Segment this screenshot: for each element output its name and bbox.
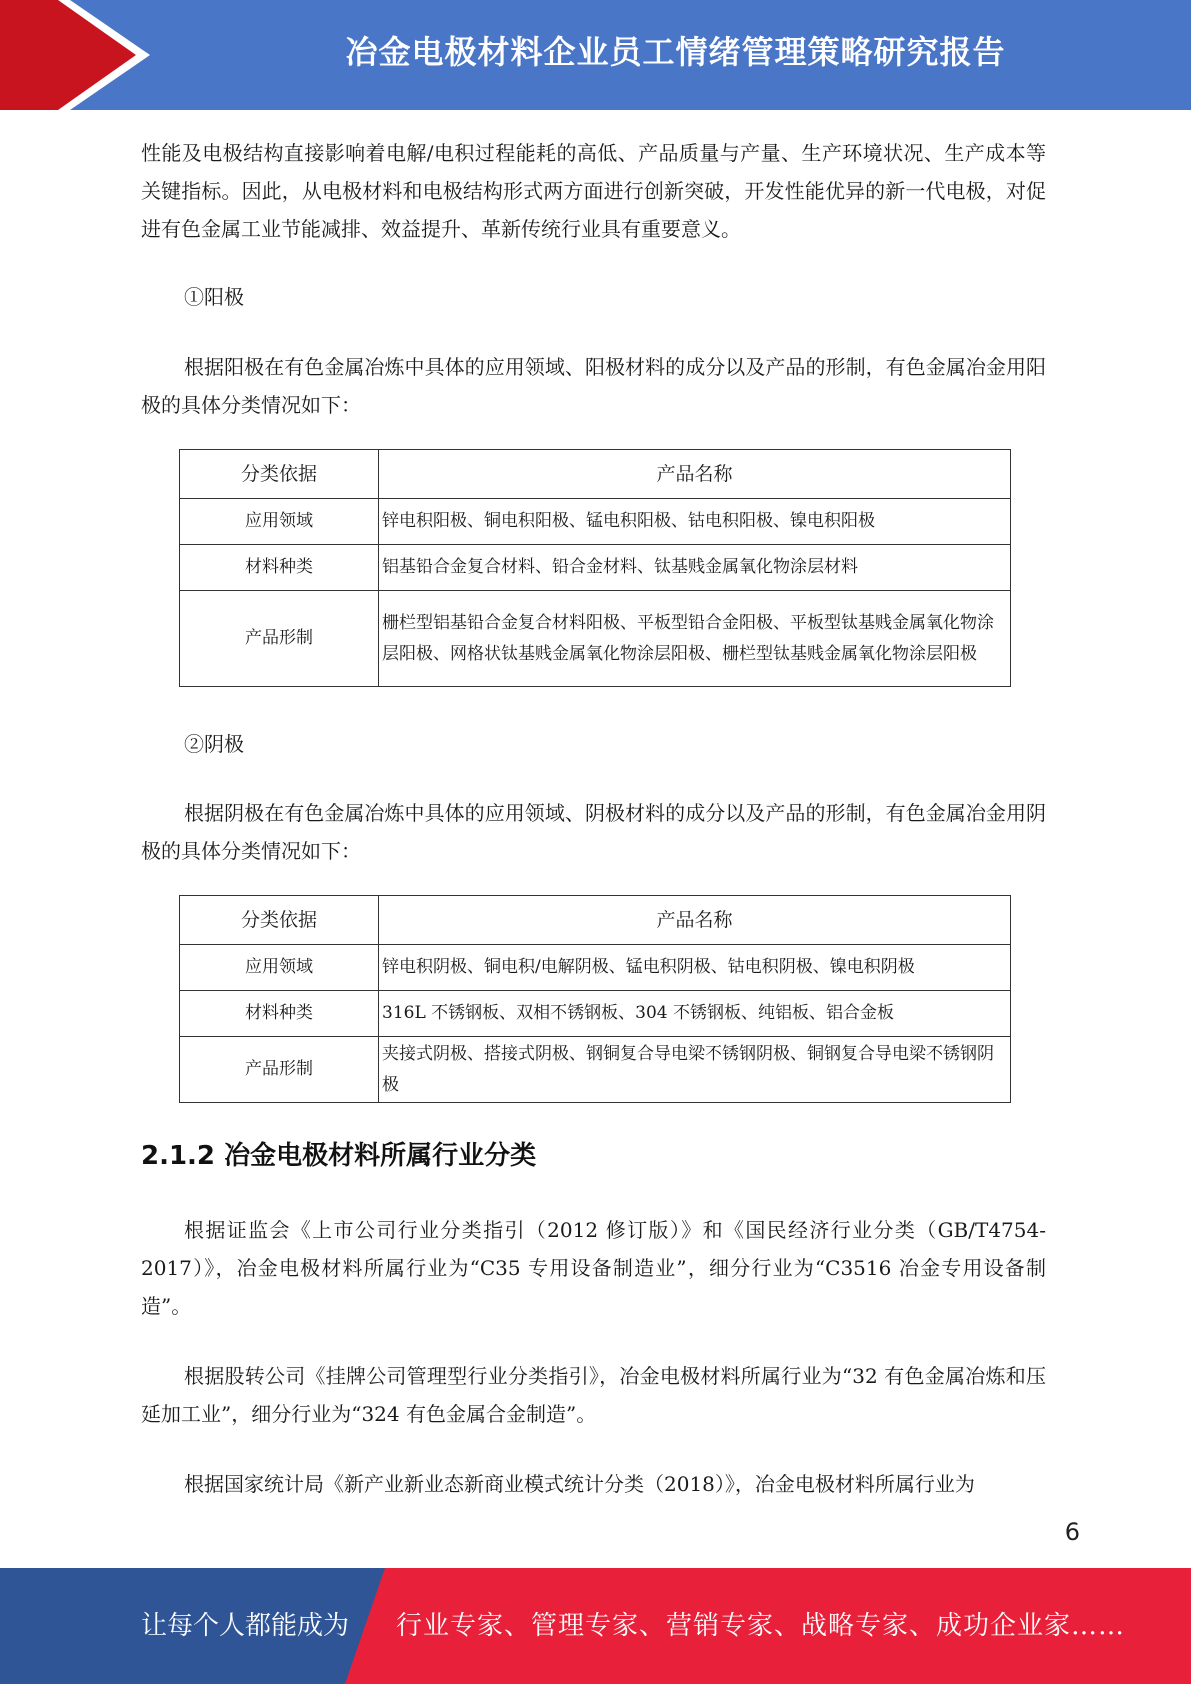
table-header-row <box>180 896 1011 945</box>
report-title: 冶金电极材料企业员工情绪管理策略研究报告 <box>345 33 1006 71</box>
table-cell: 材料种类 <box>180 991 379 1037</box>
section-paragraph-1: 根据证监会《上市公司行业分类指引（2012 修订版）》和《国民经济行业分类（GB/T4754-2017）》，冶金电极材料所属行业为“C35 专用设备制造业”，细分行业为“C3516 冶金专用设备制造”。 <box>141 1218 1046 1318</box>
footer-slogan-left: 让每个人都能成为 <box>141 1611 350 1641</box>
section-para-3-wrap <box>141 1465 1046 1503</box>
page-number: 6 <box>1064 1518 1080 1546</box>
table-cell: 栅栏型铝基铅合金复合材料阳极、平板型铅合金阳极、平板型钛基贱金属氧化物涂层阳极、网格状钛基贱金属氧化物涂层阳极、栅栏型钛基贱金属氧化物涂层阳极 <box>379 591 1011 687</box>
cathode-table <box>179 895 1011 1103</box>
section-para-1-wrap <box>141 1211 1046 1325</box>
table-cell: 锌电积阴极、铜电积/电解阴极、锰电积阴极、钴电积阴极、镍电积阴极 <box>379 945 1011 991</box>
table-header-cell: 产品名称 <box>379 896 1011 945</box>
section-paragraph-3: 根据国家统计局《新产业新业态新商业模式统计分类（2018）》，冶金电极材料所属行业为 <box>184 1472 975 1496</box>
anode-paragraph-wrap <box>141 348 1046 424</box>
table-row <box>180 991 1011 1037</box>
cathode-paragraph: 根据阴极在有色金属冶炼中具体的应用领域、阴极材料的成分以及产品的形制，有色金属冶金用阴极的具体分类情况如下： <box>141 801 1046 863</box>
intro-section <box>141 134 1046 248</box>
section-heading-wrap <box>141 1136 1046 1176</box>
anode-heading: ①阳极 <box>184 285 244 309</box>
cathode-section <box>141 725 1046 763</box>
page-footer <box>0 1568 1191 1684</box>
table-row <box>180 545 1011 591</box>
anode-table <box>179 449 1011 687</box>
section-para-2-wrap <box>141 1357 1046 1433</box>
table-cell: 材料种类 <box>180 545 379 591</box>
intro-paragraph: 性能及电极结构直接影响着电解/电积过程能耗的高低、产品质量与产量、生产环境状况、生产成本等关键指标。因此，从电极材料和电极结构形式两方面进行创新突破，开发性能优异的新一代电极，对促进有色金属工业节能减排、效益提升、革新传统行业具有重要意义。 <box>141 141 1046 241</box>
table-cell: 产品形制 <box>180 1037 379 1103</box>
cathode-paragraph-wrap <box>141 794 1046 870</box>
table-header-row <box>180 450 1011 499</box>
anode-paragraph: 根据阳极在有色金属冶炼中具体的应用领域、阳极材料的成分以及产品的形制，有色金属冶金用阳极的具体分类情况如下： <box>141 355 1046 417</box>
table-row <box>180 499 1011 545</box>
section-paragraph-2: 根据股转公司《挂牌公司管理型行业分类指引》，冶金电极材料所属行业为“32 有色金属冶炼和压延加工业”，细分行业为“324 有色金属合金制造”。 <box>141 1364 1046 1426</box>
table-cell: 应用领域 <box>180 945 379 991</box>
table-row <box>180 591 1011 687</box>
table-cell: 锌电积阳极、铜电积阳极、锰电积阳极、钴电积阳极、镍电积阳极 <box>379 499 1011 545</box>
table-header-cell: 产品名称 <box>379 450 1011 499</box>
footer-slogan-right: 行业专家、管理专家、营销专家、战略专家、成功企业家…… <box>396 1611 1126 1641</box>
table-cell: 产品形制 <box>180 591 379 687</box>
table-header-cell: 分类依据 <box>180 896 379 945</box>
table-row <box>180 1037 1011 1103</box>
section-heading: 2.1.2 冶金电极材料所属行业分类 <box>141 1141 537 1171</box>
table-header-cell: 分类依据 <box>180 450 379 499</box>
table-row <box>180 945 1011 991</box>
table-cell: 夹接式阴极、搭接式阴极、钢铜复合导电梁不锈钢阴极、铜钢复合导电梁不锈钢阴极 <box>379 1037 1011 1103</box>
table-cell: 铝基铅合金复合材料、铅合金材料、钛基贱金属氧化物涂层材料 <box>379 545 1011 591</box>
table-cell: 应用领域 <box>180 499 379 545</box>
page-header <box>0 0 1191 110</box>
anode-section <box>141 278 1046 316</box>
table-cell: 316L 不锈钢板、双相不锈钢板、304 不锈钢板、纯铝板、铝合金板 <box>379 991 1011 1037</box>
cathode-heading: ②阴极 <box>184 732 244 756</box>
